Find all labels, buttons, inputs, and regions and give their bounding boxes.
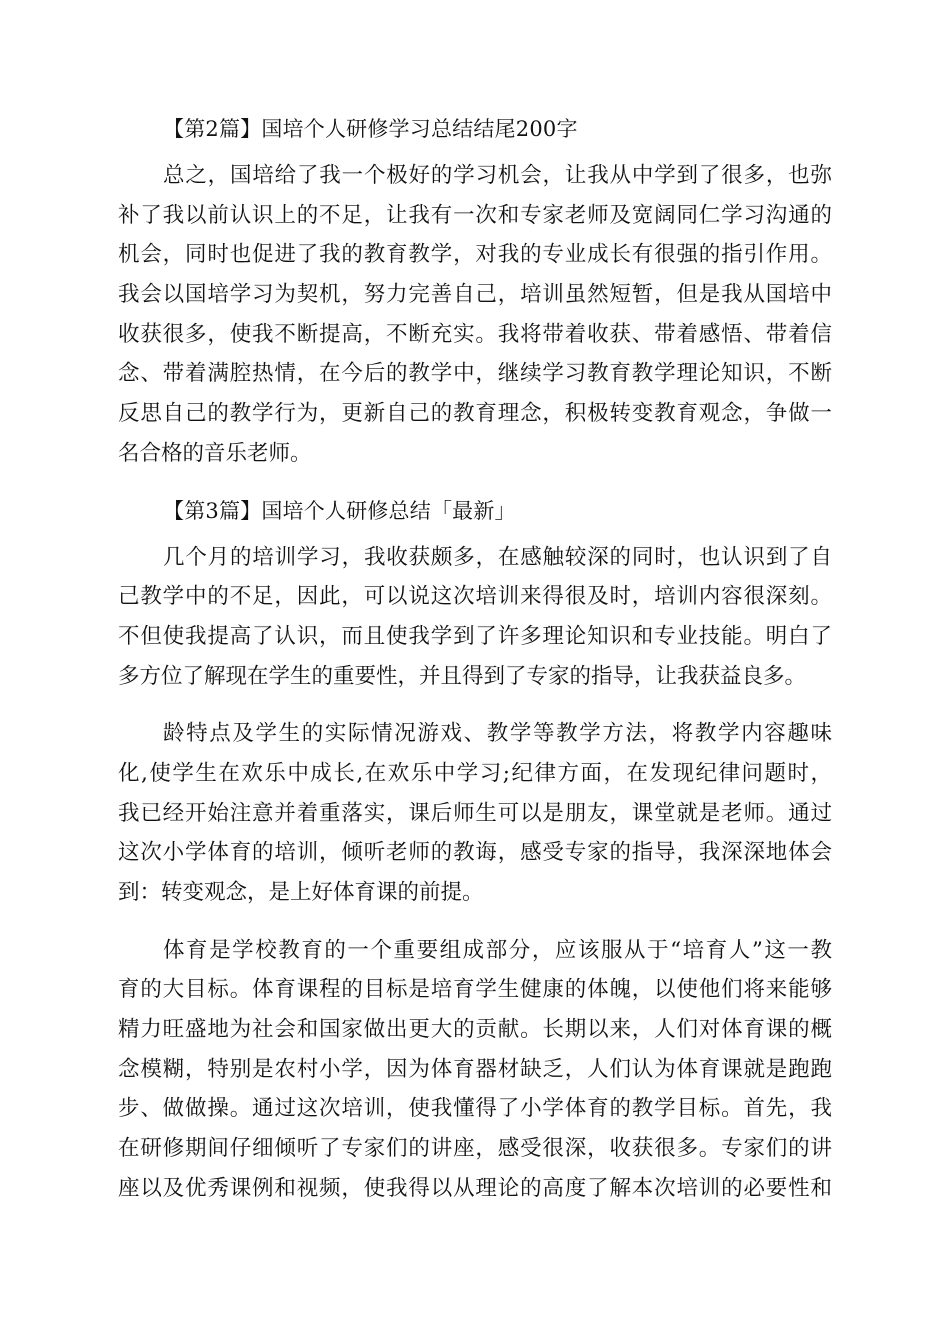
text-line: 龄特点及学生的实际情况游戏、教学等教学方法，将教学内容趣味 xyxy=(163,721,832,747)
text-line: 我会以国培学习为契机，努力完善自己，培训虽然短暂，但是我从国培中 xyxy=(118,282,832,308)
text-line: 座以及优秀课例和视频，使我得以从理论的高度了解本次培训的必要性和 xyxy=(118,1175,832,1201)
text-line: 机会，同时也促进了我的教育教学，对我的专业成长有很强的指引作用。 xyxy=(118,242,832,268)
text-line: 念、带着满腔热情，在今后的教学中，继续学习教育教学理论知识，不断 xyxy=(118,361,832,387)
text-line: 几个月的培训学习，我收获颇多，在感触较深的同时，也认识到了自 xyxy=(163,544,832,570)
text-line: 收获很多，使我不断提高，不断充实。我将带着收获、带着感悟、带着信 xyxy=(118,321,832,347)
paragraph xyxy=(118,538,832,697)
text-line: 育的大目标。体育课程的目标是培育学生健康的体魄，以使他们将来能够 xyxy=(118,977,832,1003)
text-line: 念模糊，特别是农村小学，因为体育器材缺乏，人们认为体育课就是跑跑 xyxy=(118,1056,832,1082)
text-line: 反思自己的教学行为，更新自己的教育理念，积极转变教育观念，争做一 xyxy=(118,401,832,427)
section-heading: 【第3篇】国培个人研修总结「最新」 xyxy=(163,498,516,523)
text-line: 总之，国培给了我一个极好的学习机会，让我从中学到了很多，也弥 xyxy=(163,163,832,188)
text-line: 这次小学体育的培训，倾听老师的教诲，感受专家的指导，我深深地体会 xyxy=(118,840,832,866)
text-line: 多方位了解现在学生的重要性，并且得到了专家的指导，让我获益良多。 xyxy=(118,663,807,689)
text-line: 不但使我提高了认识，而且使我学到了许多理论知识和专业技能。明白了 xyxy=(118,623,832,649)
text-line: 步、做做操。通过这次培训，使我懂得了小学体育的教学目标。首先，我 xyxy=(118,1096,832,1122)
section-heading: 【第2篇】国培个人研修学习总结结尾200字 xyxy=(163,117,578,141)
paragraph xyxy=(118,156,832,474)
text-line: 到：转变观念，是上好体育课的前提。 xyxy=(118,880,484,905)
text-line: 化,使学生在欢乐中成长,在欢乐中学习;纪律方面，在发现纪律问题时， xyxy=(118,760,832,786)
paragraph xyxy=(118,931,832,1209)
text-line: 补了我以前认识上的不足，让我有一次和专家老师及宽阔同仁学习沟通的 xyxy=(118,202,832,228)
text-line: 体育是学校教育的一个重要组成部分，应该服从于“培育人”这一教 xyxy=(163,937,832,963)
text-line: 我已经开始注意并着重落实，课后师生可以是朋友，课堂就是老师。通过 xyxy=(118,800,832,826)
text-line: 名合格的音乐老师。 xyxy=(118,440,312,466)
text-line: 在研修期间仔细倾听了专家们的讲座，感受很深，收获很多。专家们的讲 xyxy=(118,1136,832,1162)
text-line: 精力旺盛地为社会和国家做出更大的贡献。长期以来，人们对体育课的概 xyxy=(118,1017,832,1043)
paragraph xyxy=(118,714,832,912)
text-line: 己教学中的不足，因此，可以说这次培训来得很及时，培训内容很深刻。 xyxy=(118,584,832,610)
